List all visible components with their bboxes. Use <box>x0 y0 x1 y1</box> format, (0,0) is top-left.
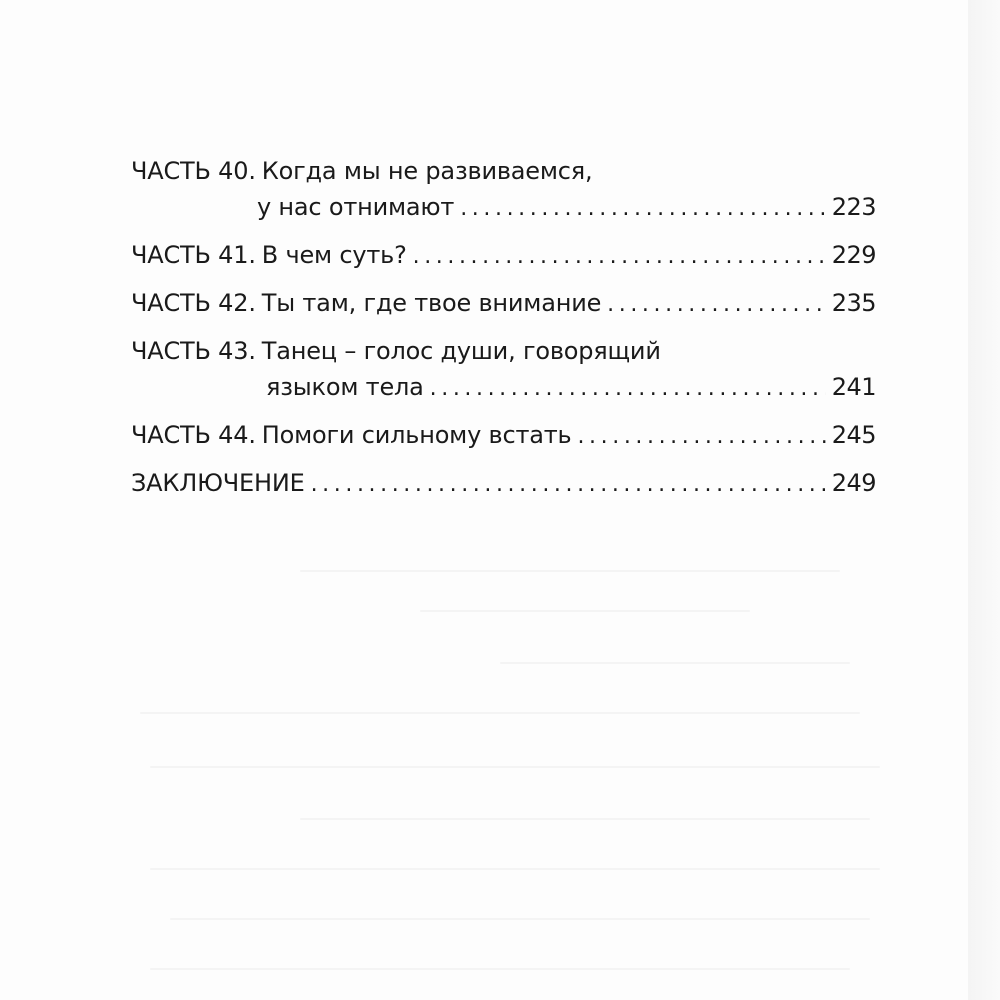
toc-entry-line <box>131 465 876 501</box>
dot-leader <box>430 371 826 407</box>
dot-leader <box>413 239 826 275</box>
dot-leader <box>577 419 825 455</box>
toc-entry-title: Когда мы не развиваемся, <box>261 157 593 185</box>
show-through-text <box>300 818 870 820</box>
toc-entry-label: ЧАСТЬ 44. <box>131 421 256 449</box>
toc-entry-line <box>131 369 876 405</box>
toc-entry-line <box>131 237 876 273</box>
table-of-contents <box>131 150 876 501</box>
toc-entry-part-40[interactable] <box>131 153 876 225</box>
toc-entry-part-44[interactable] <box>131 417 876 453</box>
dot-leader <box>460 191 825 227</box>
dot-leader <box>607 287 826 323</box>
show-through-text <box>150 968 850 970</box>
toc-entry-label: ЧАСТЬ 43. <box>131 337 256 365</box>
toc-entry-title: Танец – голос души, говорящий <box>261 337 661 365</box>
toc-entry-part-41[interactable] <box>131 237 876 273</box>
show-through-text <box>170 918 870 920</box>
toc-entry-line <box>131 189 876 225</box>
show-through-text <box>500 662 850 664</box>
show-through-text <box>150 868 880 870</box>
toc-entry-title: Помоги сильному встать <box>261 421 572 449</box>
toc-entry-title: Ты там, где твое внимание <box>261 289 602 317</box>
toc-entry-title-continued: у нас отнимают <box>257 193 455 221</box>
page-edge <box>968 0 1000 1000</box>
toc-entry-title: В чем суть? <box>261 241 407 269</box>
toc-entry-page-number: 235 <box>831 289 876 317</box>
toc-entry-page-number: 241 <box>831 373 876 401</box>
show-through-text <box>150 766 880 768</box>
toc-entry-line <box>131 285 876 321</box>
toc-entry-label: ЗАКЛЮЧЕНИЕ <box>131 469 305 497</box>
toc-entry-line <box>131 333 876 369</box>
show-through-text <box>300 570 840 572</box>
toc-entry-part-42[interactable] <box>131 285 876 321</box>
toc-entry-page-number: 223 <box>831 193 876 221</box>
toc-entry-page-number: 249 <box>831 469 876 497</box>
show-through-text <box>140 712 860 714</box>
dot-leader <box>311 467 826 503</box>
toc-entry-conclusion[interactable] <box>131 465 876 501</box>
toc-entry-part-43[interactable] <box>131 333 876 405</box>
toc-entry-page-number: 229 <box>831 241 876 269</box>
toc-entry-title-continued: языком тела <box>266 373 424 401</box>
toc-entry-label: ЧАСТЬ 42. <box>131 289 256 317</box>
toc-entry-line <box>131 153 876 189</box>
toc-entry-label: ЧАСТЬ 41. <box>131 241 256 269</box>
toc-entry-label: ЧАСТЬ 40. <box>131 157 256 185</box>
toc-entry-line <box>131 417 876 453</box>
show-through-text <box>420 610 750 612</box>
toc-entry-page-number: 245 <box>831 421 876 449</box>
